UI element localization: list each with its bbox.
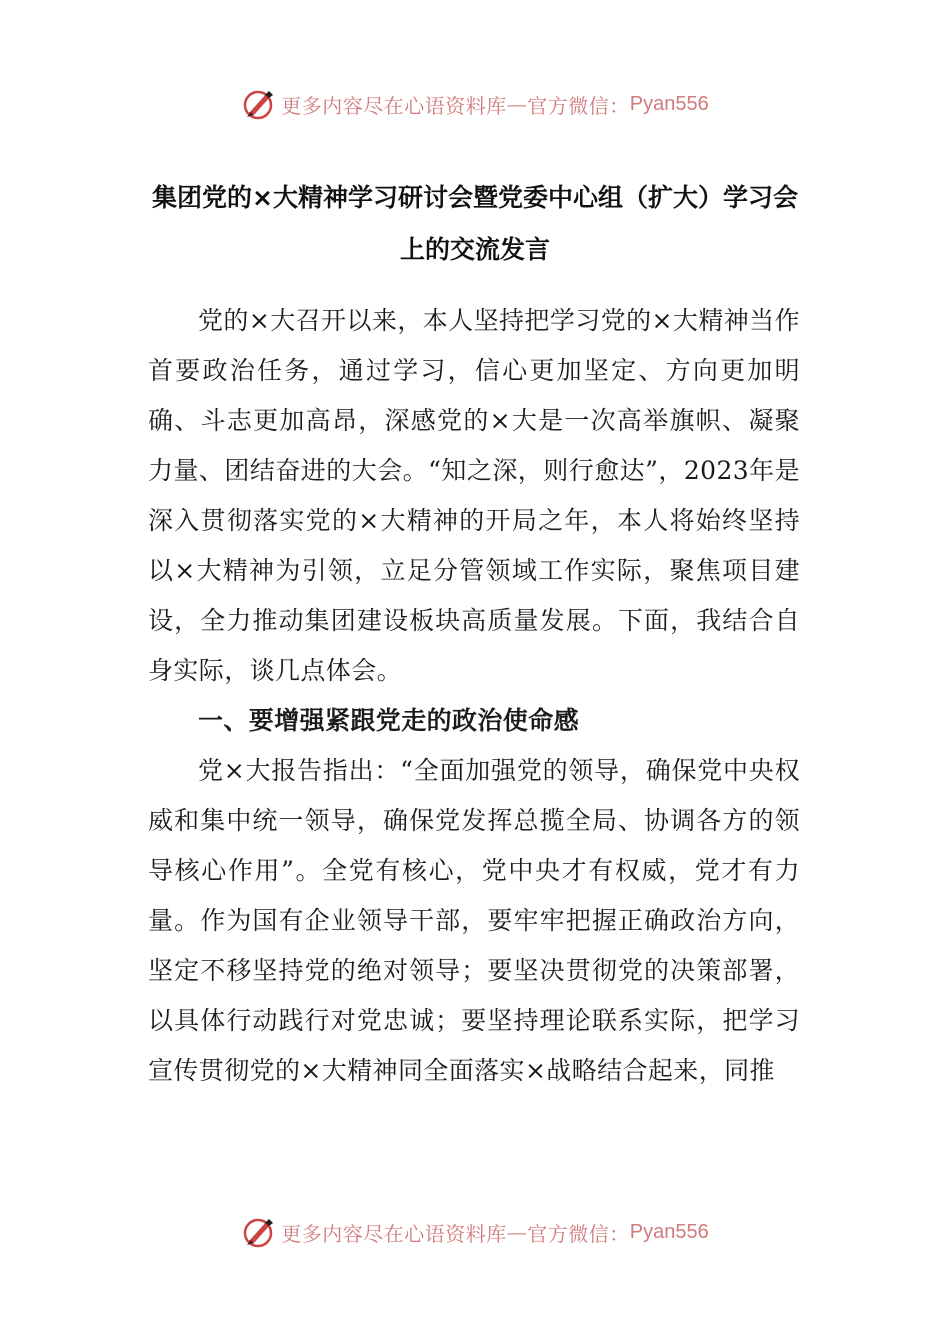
watermark-label: 官方微信：	[527, 93, 630, 118]
pen-logo-icon	[241, 1214, 277, 1250]
section-paragraph: 党×大报告指出：“全面加强党的领导，确保党中央权威和集中统一领导，确保党发挥总揽全局、协调各方的领导核心作用”。全党有核心，党中央才有权威，党才有力量。作为国有企业领导干部，要牢牢把握正确政治方向，坚定不移坚持党的绝对领导；要坚决贯彻党的决策部署，以具体行动践行对党忠诚；要坚持理论联系实际，把学习宣传贯彻党的×大精神同全面落实×战略结合起来，同推	[148, 756, 800, 1085]
watermark-id: Pyan556	[629, 92, 709, 115]
watermark-text: 更多内容尽在心语资料库	[281, 1221, 507, 1246]
pen-logo-icon	[241, 86, 277, 122]
watermark-separator: —	[506, 92, 528, 116]
section-heading: 一、要增强紧跟党走的政治使命感	[198, 706, 580, 735]
watermark-header	[0, 84, 950, 124]
watermark-text: 更多内容尽在心语资料库	[281, 93, 507, 118]
document-title: 集团党的×大精神学习研讨会暨党委中心组（扩大）学习会上的交流发言	[152, 183, 798, 264]
intro-paragraph: 党的×大召开以来，本人坚持把学习党的×大精神当作首要政治任务，通过学习，信心更加坚定、方向更加明确、斗志更加高昂，深感党的×大是一次高举旗帜、凝聚力量、团结奋进的大会。“知之深，则行愈达”，2023年是深入贯彻落实党的×大精神的开局之年，本人将始终坚持以×大精神为引领，立足分管领域工作实际，聚焦项目建设，全力推动集团建设板块高质量发展。下面，我结合自身实际，谈几点体会。	[148, 306, 800, 685]
watermark-label: 官方微信：	[527, 1221, 630, 1246]
watermark-footer	[0, 1212, 950, 1252]
watermark-id: Pyan556	[629, 1220, 709, 1243]
document-body	[148, 296, 800, 1096]
watermark-separator: —	[506, 1220, 528, 1244]
